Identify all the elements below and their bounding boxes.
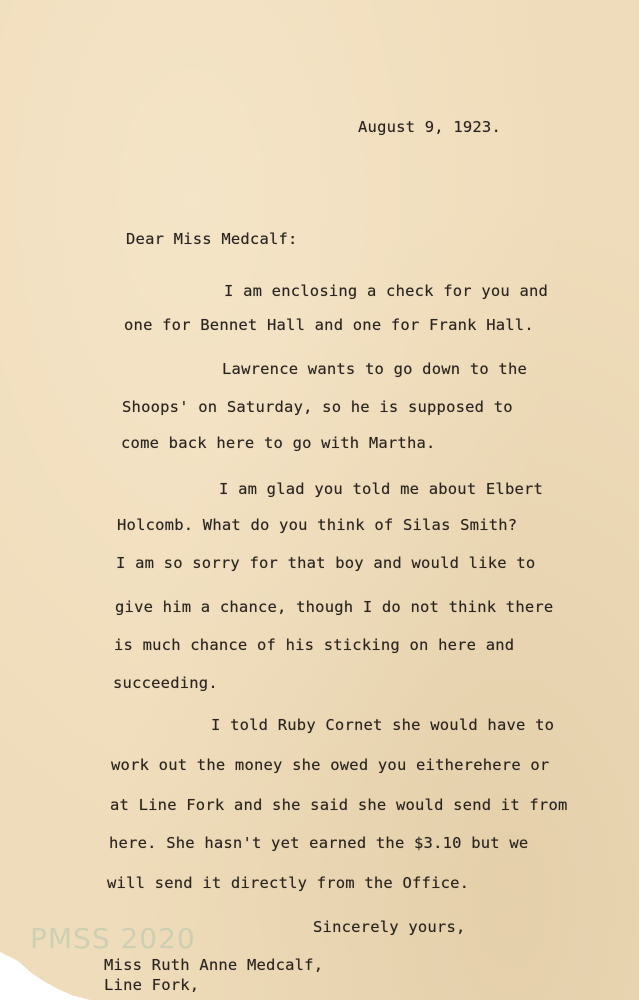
body-line: Lawrence wants to go down to the <box>222 360 528 378</box>
body-line: I told Ruby Cornet she would have to <box>211 716 555 734</box>
watermark: PMSS 2020 <box>30 922 196 955</box>
body-line: is much chance of his sticking on here and <box>114 636 515 654</box>
body-line: I am glad you told me about Elbert <box>219 480 544 498</box>
recipient-name: Miss Ruth Anne Medcalf, <box>104 956 324 974</box>
body-line: will send it directly from the Office. <box>107 874 470 892</box>
closing: Sincerely yours, <box>313 918 466 936</box>
body-line: Holcomb. What do you think of Silas Smith? <box>117 516 518 534</box>
body-line: I am so sorry for that boy and would like to <box>116 554 536 572</box>
body-line: at Line Fork and she said she would send it from <box>110 796 568 814</box>
recipient-place: Line Fork, <box>104 976 200 994</box>
body-line: succeeding. <box>113 674 218 692</box>
body-line: come back here to go with Martha. <box>121 434 436 452</box>
salutation: Dear Miss Medcalf: <box>126 230 298 248</box>
body-line: I am enclosing a check for you and <box>224 282 549 300</box>
letter-date: August 9, 1923. <box>358 118 501 136</box>
body-line: give him a chance, though I do not think there <box>115 598 554 616</box>
body-line: one for Bennet Hall and one for Frank Hall. <box>124 316 534 334</box>
body-line: here. She hasn't yet earned the $3.10 but we <box>109 834 529 852</box>
body-line: Shoops' on Saturday, so he is supposed to <box>122 398 513 416</box>
body-line: work out the money she owed you eitherehere or <box>111 756 550 774</box>
